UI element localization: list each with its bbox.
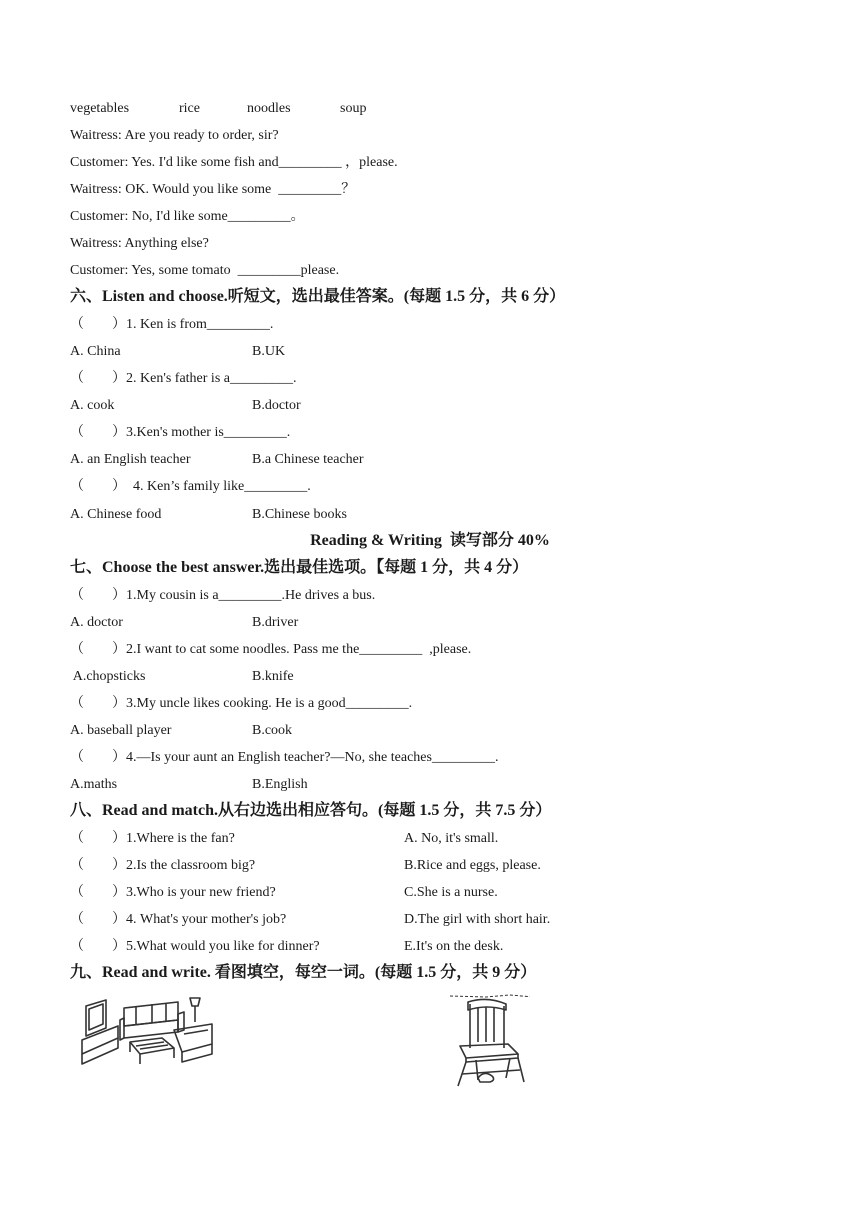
option-a: A. China <box>70 344 121 359</box>
word-bank-item: rice <box>179 101 200 116</box>
option-a: A.maths <box>70 777 118 792</box>
match-answer: B.Rice and eggs, please. <box>404 858 541 873</box>
question: （ ）4.—Is your aunt an English teacher?—No, she teaches_________. <box>70 750 499 765</box>
option-a: A.chopsticks <box>70 669 146 684</box>
question: （ ） 4. Ken’s family like_________. <box>70 479 311 494</box>
dialogue-line: Waitress: OK. Would you like some _________？ <box>70 182 356 197</box>
living-room-picture <box>78 994 218 1070</box>
option-a: A. doctor <box>70 615 123 630</box>
match-question: （ ）2.Is the classroom big? <box>70 858 256 873</box>
question: （ ）2.I want to cat some noodles. Pass me the_________ ,please. <box>70 642 472 657</box>
option-b: B.Chinese books <box>252 507 347 522</box>
question: （ ）3.Ken's mother is_________. <box>70 425 291 440</box>
match-question: （ ）1.Where is the fan? <box>70 831 235 846</box>
match-answer: C.She is a nurse. <box>404 885 498 900</box>
option-b: B.a Chinese teacher <box>252 452 364 467</box>
dialogue-line: Waitress: Anything else? <box>70 236 209 251</box>
option-b: B.knife <box>252 669 294 684</box>
question: （ ）1. Ken is from_________. <box>70 317 274 332</box>
option-a: A. Chinese food <box>70 507 162 522</box>
option-b: B.cook <box>252 723 293 738</box>
match-question: （ ）3.Who is your new friend? <box>70 885 276 900</box>
section-7-title: 七、Choose the best answer.选出最佳选项。【每题 1 分，共 4 分） <box>70 559 529 576</box>
option-a: A. baseball player <box>70 723 172 738</box>
match-question: （ ）5.What would you like for dinner? <box>70 939 320 954</box>
dialogue-line: Customer: Yes, some tomato _________please. <box>70 263 340 278</box>
word-bank-item: soup <box>340 101 367 116</box>
option-a: A. an English teacher <box>70 452 191 467</box>
option-b: B.UK <box>252 344 286 359</box>
option-a: A. cook <box>70 398 115 413</box>
dialogue-line: Waitress: Are you ready to order, sir? <box>70 128 279 143</box>
chair-picture <box>446 994 530 1090</box>
dialogue-line: Customer: Yes. I'd like some fish and_________ ，please. <box>70 155 398 170</box>
question: （ ）2. Ken's father is a_________. <box>70 371 297 386</box>
word-bank-item: noodles <box>247 101 291 116</box>
section-8-title: 八、Read and match.从右边选出相应答句。(每题 1.5 分，共 7.5 分） <box>70 802 552 819</box>
option-b: B.driver <box>252 615 299 630</box>
part-heading: Reading & Writing 读写部分 40% <box>310 532 550 549</box>
match-answer: D.The girl with short hair. <box>404 912 551 927</box>
question: （ ）3.My uncle likes cooking. He is a good_________. <box>70 696 413 711</box>
word-bank-item: vegetables <box>70 101 130 116</box>
option-b: B.English <box>252 777 308 792</box>
match-answer: A. No, it's small. <box>404 831 499 846</box>
match-question: （ ）4. What's your mother's job? <box>70 912 287 927</box>
match-answer: E.It's on the desk. <box>404 939 504 954</box>
dialogue-line: Customer: No, I'd like some_________。 <box>70 209 305 224</box>
question: （ ）1.My cousin is a_________.He drives a bus. <box>70 588 376 603</box>
section-9-title: 九、Read and write. 看图填空，每空一词。(每题 1.5 分，共 9 分） <box>70 964 537 981</box>
section-6-title: 六、Listen and choose.听短文，选出最佳答案。(每题 1.5 分，共 6 分） <box>70 288 566 305</box>
option-b: B.doctor <box>252 398 301 413</box>
